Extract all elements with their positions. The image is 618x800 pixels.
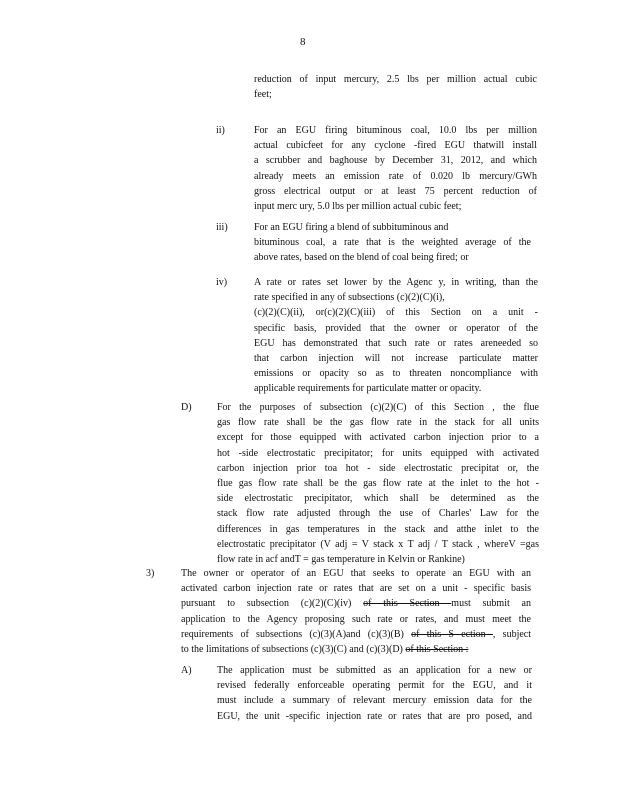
item-iv-text	[254, 275, 538, 397]
paragraph-line: electrostatic precipitator (V adj = V stack x T adj / T stack , whereV =gas	[217, 538, 539, 550]
paragraph-line: input merc ury, 5.0 lbs per million actual cubic feet;	[254, 201, 462, 213]
deleted-text: of this Section :	[405, 644, 469, 656]
text-run: must submit an	[451, 598, 531, 610]
text-run: , subject	[492, 628, 532, 640]
paragraph-line: emissions or opacity so as to threaten noncompliance with	[254, 368, 538, 380]
paragraph-line: above rates, based on the blend of coal being fired; or	[254, 252, 469, 264]
paragraph-line: carbon injection prior toa hot - side electrostatic precipitat or, the	[217, 462, 539, 474]
item-d-text	[217, 400, 539, 567]
paragraph-line: hot -side electrostatic precipitator; for units equipped with activated	[217, 447, 539, 459]
item-i-continuation	[254, 72, 537, 102]
paragraph-line	[181, 642, 531, 657]
paragraph-line: side electrostatic precipitator, which shall be determined as the	[217, 493, 539, 505]
paragraph-line: flue gas flow rate shall be the gas flow rate at the inlet to the hot -	[217, 478, 539, 490]
paragraph-line: flow rate in acf andT = gas temperature in Kelvin or Rankine)	[217, 554, 465, 566]
paragraph-line: EGU, the unit -specific injection rate or rates that are pro posed, and	[217, 710, 532, 722]
paragraph-line: revised federally enforceable operating permit for the EGU, and it	[217, 680, 532, 692]
paragraph-line: activated carbon injection rate or rates that are set on a unit - specific basis	[181, 583, 531, 595]
paragraph-line: For an EGU firing a blend of subbituminous and	[254, 222, 449, 233]
item-iv-marker: iv)	[216, 277, 228, 288]
paragraph-line: that carbon injection will not increase particulate matter	[254, 353, 538, 365]
item-a-text	[217, 663, 532, 724]
paragraph-line	[181, 596, 531, 611]
paragraph-line: actual cubicfeet for any cyclone -fired EGU thatwill install	[254, 140, 537, 152]
paragraph-line: The owner or operator of an EGU that seeks to operate an EGU with an	[181, 568, 531, 579]
item-a-marker: A)	[181, 665, 192, 676]
paragraph-line: For the purposes of subsection (c)(2)(C) of this Section , the flue	[217, 402, 539, 413]
paragraph-line: except for those equipped with activated carbon injection prior to a	[217, 432, 539, 444]
paragraph-line: For an EGU firing bituminous coal, 10.0 lbs per million	[254, 125, 537, 136]
paragraph-line: (c)(2)(C)(ii), or(c)(2)(C)(iii) of this Section on a unit -	[254, 307, 538, 319]
paragraph-line: gross electrical output or at least 75 percent reduction of	[254, 185, 537, 197]
paragraph-line: feet;	[254, 89, 272, 101]
paragraph-line: reduction of input mercury, 2.5 lbs per million actual cubic	[254, 74, 537, 85]
paragraph-line: stack flow rate adjusted through the use of Charles' Law for the	[217, 508, 539, 520]
paragraph-line: a scrubber and baghouse by December 31, 2012, and which	[254, 155, 537, 167]
item-3-text	[181, 566, 531, 657]
paragraph-line: bituminous coal, a rate that is the weighted average of the	[254, 237, 531, 249]
paragraph-line: rate specified in any of subsections (c)(2)(C)(i),	[254, 292, 445, 304]
paragraph-line: application to the Agency proposing such rate or rates, and must meet the	[181, 613, 531, 625]
text-run: pursuant to subsection (c)(2)(C)(iv)	[181, 598, 364, 610]
paragraph-line: must include a summary of relevant mercury emission data for the	[217, 695, 532, 707]
paragraph-line: specific basis, provided that the owner or operator of the	[254, 322, 538, 334]
text-run: to the limitations of subsections (c)(3)(C) and (c)(3)(D)	[181, 644, 406, 656]
paragraph-line: EGU has demonstrated that such rate or rates areneeded so	[254, 337, 538, 349]
item-3-marker: 3)	[146, 568, 155, 579]
item-ii-marker: ii)	[216, 125, 225, 136]
paragraph-line: A rate or rates set lower by the Agenc y, in writing, than the	[254, 277, 538, 288]
text-run: requirements of subsections (c)(3)(A)and (c)(3)(B)	[181, 628, 412, 640]
item-ii-text	[254, 123, 537, 214]
paragraph-line: gas flow rate shall be the gas flow rate in the stack for all units	[217, 417, 539, 429]
paragraph-line: already meets an emission rate of 0.020 lb mercury/GWh	[254, 170, 537, 182]
item-iii-text	[254, 220, 531, 266]
paragraph-line: The application must be submitted as an application for a new or	[217, 665, 532, 676]
item-d-marker: D)	[181, 402, 192, 413]
paragraph-line: applicable requirements for particulate matter or opacity.	[254, 383, 482, 395]
paragraph-line	[181, 627, 531, 642]
deleted-text: of this Section	[363, 598, 452, 610]
page-number: 8	[300, 36, 306, 48]
item-iii-marker: iii)	[216, 222, 228, 233]
paragraph-line: differences in gas temperatures in the stack and atthe inlet to the	[217, 523, 539, 535]
deleted-text: of this S ection	[411, 628, 493, 640]
